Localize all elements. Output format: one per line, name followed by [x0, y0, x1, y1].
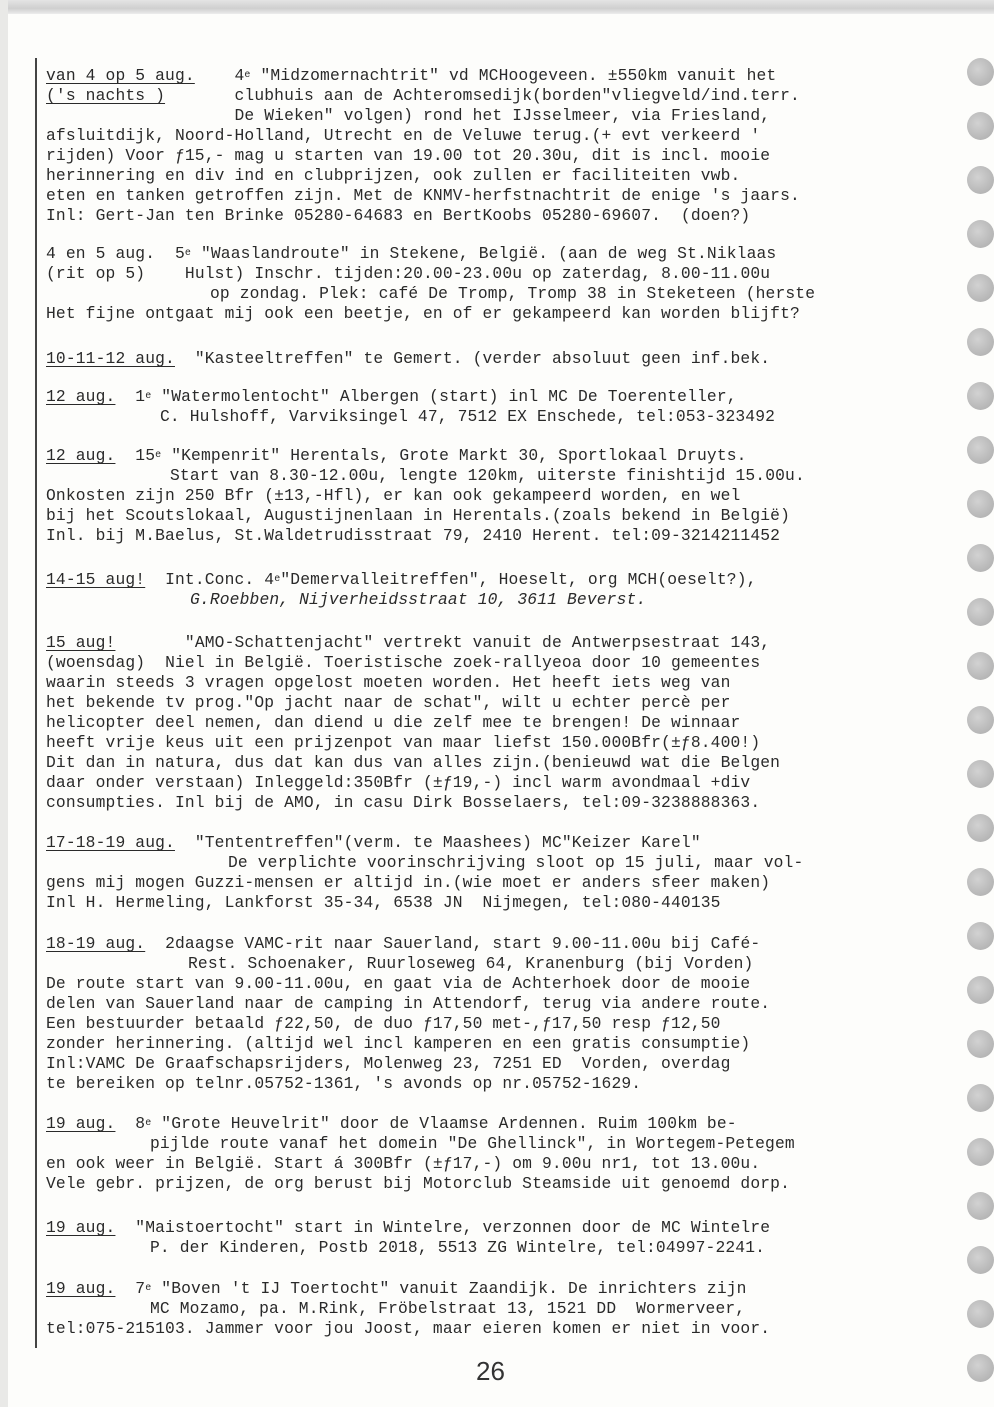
text-line: afsluitdijk, Noord-Holland, Utrecht en de Veluwe terug.(+ evt verkeerd ' — [46, 126, 761, 145]
text-line: bij het Scoutslokaal, Augustijnenlaan in Herentals.(zoals bekend in België) — [46, 506, 791, 525]
binder-hole — [967, 490, 994, 518]
entry-date: 4 en 5 aug. — [46, 244, 156, 263]
binder-hole — [967, 598, 994, 626]
text-line: Het fijne ontgaat mij ook een beetje, en of er gekampeerd kan worden blijft? — [46, 304, 800, 323]
entry-date: 12 aug. — [46, 387, 116, 406]
text-line: Vele gebr. prijzen, de org berust bij Motorclub Steamside uit genoemd dorp. — [46, 1174, 791, 1193]
margin-rule — [35, 58, 37, 1348]
text-line: 14-15 aug! Int.Conc. 4e"Demervalleitreffen", Hoeselt, org MCH(oeselt?), — [46, 570, 757, 589]
text-line: herinnering en div ind en clubprijzen, ook zullen er faciliteiten vwb. — [46, 166, 741, 185]
text-line: gens mij mogen Guzzi-mensen er altijd in.(wie moet er anders sfeer maken) — [46, 873, 771, 892]
text-line: het bekende tv prog."Op jacht naar de schat", wilt u echter percè per — [46, 693, 731, 712]
binder-hole — [967, 1354, 994, 1382]
text-line: pijlde route vanaf het domein "De Ghellinck", in Wortegem-Petegem — [150, 1134, 795, 1153]
entry-date: 15 aug! — [46, 633, 116, 652]
text-line: 19 aug. 7e "Boven 't IJ Toertocht" vanuit Zaandijk. De inrichters zijn — [46, 1279, 747, 1298]
text-line: ('s nachts ) clubhuis aan de Achteromsedijk(borden"vliegveld/ind.terr. — [46, 86, 800, 105]
text-line: en ook weer in België. Start á 300Bfr (±ƒ17,-) om 9.00u nr1, tot 13.00u. — [46, 1154, 761, 1173]
binder-hole — [967, 274, 994, 302]
text-line: Dit dan in natura, dus dat kan dus van alles zijn.(benieuwd wat die Belgen — [46, 753, 781, 772]
text-line: 4 en 5 aug. 5e "Waaslandroute" in Stekene, België. (aan de weg St.Niklaas — [46, 244, 777, 263]
text-line: Inl:VAMC De Graafschapsrijders, Molenweg 23, 7251 ED Vorden, overdag — [46, 1054, 731, 1073]
binder-hole — [967, 166, 994, 194]
entry-date: 19 aug. — [46, 1114, 116, 1133]
text-line: 12 aug. 15e "Kempenrit" Herentals, Grote Markt 30, Sportlokaal Druyts. — [46, 446, 747, 465]
binder-hole — [967, 760, 994, 788]
binder-hole — [967, 706, 994, 734]
text-line: (woensdag) Niel in België. Toeristische zoek-rallyeoa door 10 gemeentes — [46, 653, 761, 672]
binder-hole — [967, 112, 994, 140]
text-line: De route start van 9.00-11.00u, en gaat via de Achterhoek door de mooie — [46, 974, 751, 993]
entry-date: van 4 op 5 aug. — [46, 66, 195, 85]
text-line: C. Hulshoff, Varviksingel 47, 7512 EX Enschede, tel:053-323492 — [160, 407, 776, 426]
text-line: te bereiken op telnr.05752-1361, 's avonds op nr.05752-1629. — [46, 1074, 642, 1093]
binder-hole — [967, 382, 994, 410]
scan-edge-top — [8, 0, 994, 14]
binder-hole — [967, 652, 994, 680]
text-line: G.Roebben, Nijverheidsstraat 10, 3611 Beverst. — [190, 590, 647, 609]
binder-hole — [967, 1084, 994, 1112]
binder-hole — [967, 1300, 994, 1328]
text-line: De verplichte voorinschrijving sloot op 15 juli, maar vol- — [228, 853, 804, 872]
text-line: (rit op 5) Hulst) Inschr. tijden:20.00-23.00u op zaterdag, 8.00-11.00u — [46, 264, 771, 283]
entry-date-note: ('s nachts ) — [46, 86, 166, 105]
text-line: op zondag. Plek: café De Tromp, Tromp 38 in Steketeen (herste — [210, 284, 816, 303]
text-line: 17-18-19 aug. "Tententreffen"(verm. te Maashees) MC"Keizer Karel" — [46, 833, 701, 852]
binder-hole — [967, 1192, 994, 1220]
binder-hole — [967, 436, 994, 464]
text-line: Inl H. Hermeling, Lankforst 35-34, 6538 JN Nijmegen, tel:080-440135 — [46, 893, 721, 912]
text-line: 19 aug. 8e "Grote Heuvelrit" door de Vlaamse Ardennen. Ruim 100km be- — [46, 1114, 737, 1133]
entry-date: 17-18-19 aug. — [46, 833, 175, 852]
text-line: tel:075-215103. Jammer voor jou Joost, maar eieren komen er niet in voor. — [46, 1319, 771, 1338]
binder-hole — [967, 922, 994, 950]
text-line: 12 aug. 1e "Watermolentocht" Albergen (start) inl MC De Toerenteller, — [46, 387, 737, 406]
binder-hole — [967, 58, 994, 86]
entry-date: 19 aug. — [46, 1279, 116, 1298]
text-line: rijden) Voor ƒ15,- mag u starten van 19.00 tot 20.30u, dit is incl. mooie — [46, 146, 771, 165]
text-line: 18-19 aug. 2daagse VAMC-rit naar Sauerland, start 9.00-11.00u bij Café- — [46, 934, 761, 953]
text-line: heeft vrije keus uit een prijzenpot van maar liefst 150.000Bfr(±ƒ8.400!) — [46, 733, 761, 752]
binder-hole — [967, 1030, 994, 1058]
text-line: daar onder verstaan) Inleggeld:350Bfr (±ƒ19,-) incl warm avondmaal +div — [46, 773, 751, 792]
binder-hole — [967, 1138, 994, 1166]
binder-hole — [967, 868, 994, 896]
text-line: 19 aug. "Maistoertocht" start in Wintelre, verzonnen door de MC Wintelre — [46, 1218, 771, 1237]
text-line: Een bestuurder betaald ƒ22,50, de duo ƒ17,50 met-,ƒ17,50 resp ƒ12,50 — [46, 1014, 721, 1033]
text-line: Start van 8.30-12.00u, lengte 120km, uiterste finishtijd 15.00u. — [170, 466, 805, 485]
text-line: P. der Kinderen, Postb 2018, 5513 ZG Wintelre, tel:04997-2241. — [150, 1238, 766, 1257]
text-line: consumpties. Inl bij de AMO, in casu Dirk Bosselaers, tel:09-3238888363. — [46, 793, 761, 812]
text-line: 15 aug! "AMO-Schattenjacht" vertrekt vanuit de Antwerpsestraat 143, — [46, 633, 771, 652]
text-line: delen van Sauerland naar de camping in Attendorf, terug via andere route. — [46, 994, 771, 1013]
entry-date: 14-15 aug! — [46, 570, 146, 589]
text-line: Inl. bij M.Baelus, St.Waldetrudisstraat 79, 2410 Herent. tel:09-3214211452 — [46, 526, 781, 545]
text-line: zonder herinnering. (altijd wel incl kamperen en een gratis consumptie) — [46, 1034, 751, 1053]
text-line: van 4 op 5 aug. 4e "Midzomernachtrit" vd MCHoogeveen. ±550km vanuit het — [46, 66, 777, 85]
entry-date: 12 aug. — [46, 446, 116, 465]
page-number: 26 — [476, 1356, 505, 1386]
binder-hole — [967, 544, 994, 572]
text-line: Rest. Schoenaker, Ruurloseweg 64, Kranenburg (bij Vorden) — [188, 954, 754, 973]
text-line: Onkosten zijn 250 Bfr (±13,-Hfl), er kan ook gekampeerd worden, en wel — [46, 486, 741, 505]
binder-hole — [967, 976, 994, 1004]
entry-date: 10-11-12 aug. — [46, 349, 175, 368]
text-line: Inl: Gert-Jan ten Brinke 05280-64683 en BertKoobs 05280-69607. (doen?) — [46, 206, 751, 225]
text-line: MC Mozamo, pa. M.Rink, Fröbelstraat 13, 1521 DD Wormerveer, — [150, 1299, 746, 1318]
binder-hole — [967, 1246, 994, 1274]
text-line: 10-11-12 aug. "Kasteeltreffen" te Gemert. (verder absoluut geen inf.bek. — [46, 349, 771, 368]
text-line: helicopter deel nemen, dan diend u die zelf mee te brengen! De winnaar — [46, 713, 741, 732]
entry-date: 19 aug. — [46, 1218, 116, 1237]
scan-edge-left — [0, 0, 8, 1407]
text-line: eten en tanken getroffen zijn. Met de KNMV-herfstnachtrit de enige 's jaars. — [46, 186, 800, 205]
text-line: De Wieken" volgen) rond het IJsselmeer, via Friesland, — [234, 106, 771, 125]
text-line: waarin steeds 3 vragen opgelost moeten worden. Het heeft iets weg van — [46, 673, 731, 692]
binder-hole — [967, 814, 994, 842]
entry-date: 18-19 aug. — [46, 934, 146, 953]
binder-hole — [967, 220, 994, 248]
binder-hole — [967, 328, 994, 356]
